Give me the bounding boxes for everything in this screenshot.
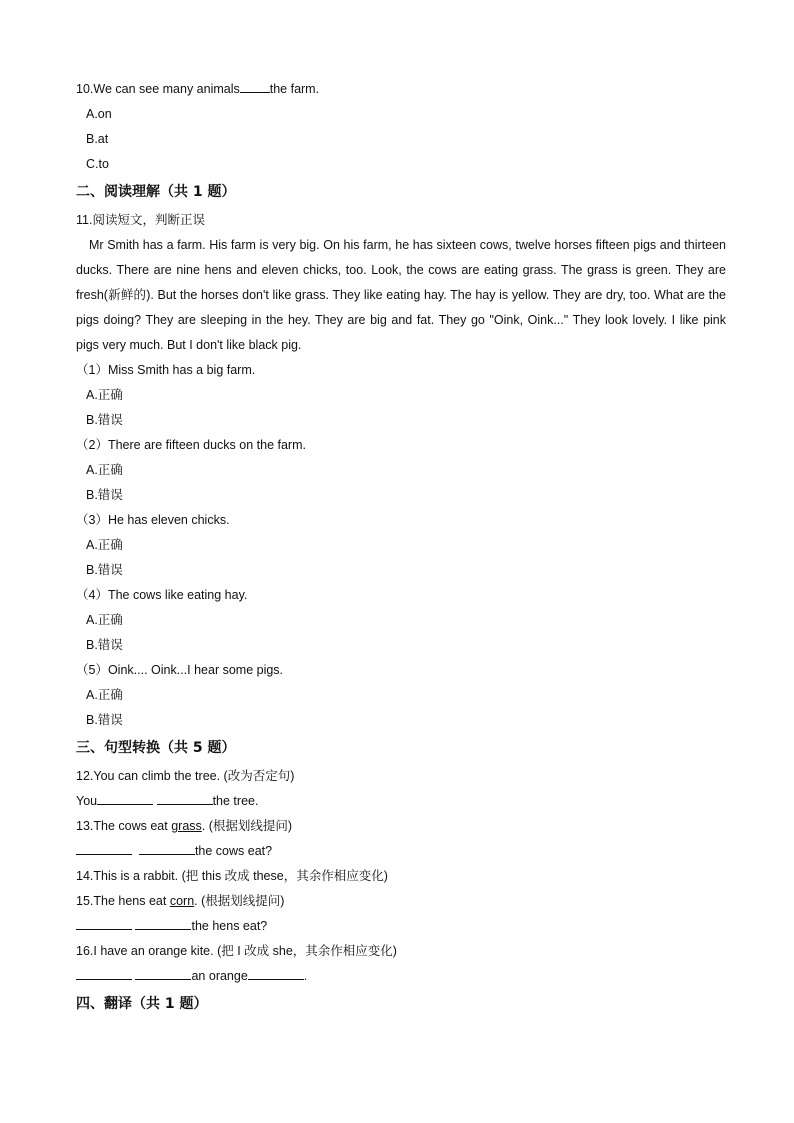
q13-underlined-word: grass xyxy=(171,819,202,833)
answer-blank[interactable] xyxy=(157,791,213,805)
q16-answer-mid: an orange xyxy=(191,969,248,983)
question-15 xyxy=(76,889,726,914)
answer-blank[interactable] xyxy=(135,966,191,980)
q11-item-1-option-a[interactable]: A.正确 xyxy=(86,388,123,402)
q13-answer-line xyxy=(76,839,726,864)
answer-blank[interactable] xyxy=(76,966,132,980)
q11-passage-text: Mr Smith has a farm. His farm is very big. On his farm, he has sixteen cows, twelve horses fifteen pigs and thirteen ducks. There are nine hens and eleven chicks, too. Look, the cows are eating grass. The grass is green. They are fresh(新鲜的). But the horses don't like grass. They like eating hay. The hay is yellow. They are dry, too. What are the pigs doing? They are sleeping in the hey. They are big and fat. They go "Oink, Oink..." They look lovely. I like pink pigs very much. But I don't like black pig. xyxy=(76,238,726,352)
q16-answer-line xyxy=(76,964,726,989)
question-14: 14.This is a rabbit. (把 this 改成 these，其余作相应变化) xyxy=(76,869,388,883)
q16-answer-end: . xyxy=(303,969,308,983)
answer-blank[interactable] xyxy=(139,841,195,855)
q11-item-3: （3）He has eleven chicks. xyxy=(76,513,230,527)
q13-answer-post: the cows eat? xyxy=(194,844,273,858)
q12-answer-line xyxy=(76,789,726,814)
section-2-heading: 二、阅读理解（共 1 题） xyxy=(76,184,236,200)
answer-blank[interactable] xyxy=(135,916,191,930)
answer-blank[interactable] xyxy=(248,966,304,980)
q11-item-3-option-a[interactable]: A.正确 xyxy=(86,538,123,552)
q11-item-2-option-b[interactable]: B.错误 xyxy=(86,488,123,502)
q15-text-post: . (根据划线提问) xyxy=(194,894,285,908)
q11-passage xyxy=(76,233,726,358)
answer-blank[interactable] xyxy=(240,79,270,93)
q11-item-5: （5）Oink.... Oink...I hear some pigs. xyxy=(76,663,284,677)
q13-text-pre: 13.The cows eat xyxy=(76,819,172,833)
q12-answer-pre: You xyxy=(76,794,98,808)
q15-underlined-word: corn xyxy=(169,894,195,908)
q15-answer-post: the hens eat? xyxy=(191,919,268,933)
q11-item-2-option-a[interactable]: A.正确 xyxy=(86,463,123,477)
answer-blank[interactable] xyxy=(97,791,153,805)
q11-item-2: （2）There are fifteen ducks on the farm. xyxy=(76,438,306,452)
q10-text-pre: 10.We can see many animals xyxy=(76,82,240,96)
q12-answer-post: the tree. xyxy=(212,794,259,808)
q13-text-post: . (根据划线提问) xyxy=(201,819,293,833)
q10-option-c[interactable]: C.to xyxy=(86,157,109,171)
answer-blank[interactable] xyxy=(76,916,132,930)
q11-item-4-option-b[interactable]: B.错误 xyxy=(86,638,123,652)
section-3-heading: 三、句型转换（共 5 题） xyxy=(76,740,236,756)
q11-item-4-option-a[interactable]: A.正确 xyxy=(86,613,123,627)
q11-title: 11.阅读短文，判断正误 xyxy=(76,213,205,227)
q15-answer-line xyxy=(76,914,726,939)
question-12: 12.You can climb the tree. (改为否定句) xyxy=(76,769,295,783)
q15-text-pre: 15.The hens eat xyxy=(76,894,170,908)
question-10 xyxy=(76,77,726,102)
q11-item-1-option-b[interactable]: B.错误 xyxy=(86,413,123,427)
question-16: 16.I have an orange kite. (把 I 改成 she，其余作相应变化) xyxy=(76,944,397,958)
answer-blank[interactable] xyxy=(76,841,132,855)
q11-item-3-option-b[interactable]: B.错误 xyxy=(86,563,123,577)
worksheet-page xyxy=(76,77,726,1020)
q11-item-1: （1）Miss Smith has a big farm. xyxy=(76,363,256,377)
q10-option-a[interactable]: A.on xyxy=(86,107,112,121)
q10-text-post: the farm. xyxy=(269,82,320,96)
q11-item-5-option-a[interactable]: A.正确 xyxy=(86,688,123,702)
q11-item-4: （4）The cows like eating hay. xyxy=(76,588,248,602)
q11-item-5-option-b[interactable]: B.错误 xyxy=(86,713,123,727)
q10-option-b[interactable]: B.at xyxy=(86,132,109,146)
question-13 xyxy=(76,814,726,839)
section-4-heading: 四、翻译（共 1 题） xyxy=(76,996,208,1012)
